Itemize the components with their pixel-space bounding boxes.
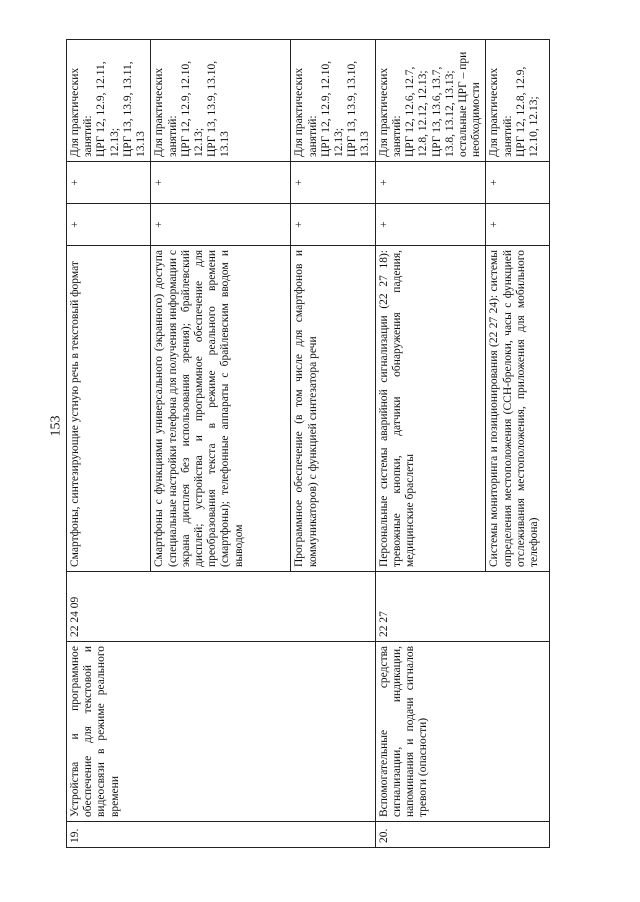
- rotated-table-inner: [66, 40, 541, 848]
- mark-a: +: [151, 204, 291, 246]
- note-line: ЦРГ 12, 12.9, 12.10, 12.13;: [319, 60, 345, 157]
- item-name: Вспомогательные средства сигнализации, индикации, напоминания и подачи сигналов тревоги (опасности): [375, 642, 550, 822]
- row-number: 19.: [67, 822, 376, 848]
- page-number: 153: [48, 415, 64, 437]
- mark-b: +: [67, 162, 151, 204]
- note-line: Для практических занятий:: [153, 67, 179, 157]
- note-line: Для практических занятий:: [488, 67, 514, 157]
- note-line: ЦРГ 13, 13.6, 13.7, 13.8, 13.12, 13.13;: [430, 66, 456, 157]
- sub-description: Персональные системы аварийной сигнализации (22 27 18): тревожные кнопки, датчики обнаружения падения, медицинские браслеты: [375, 246, 486, 572]
- note-line: Для практических занятий:: [377, 67, 403, 157]
- note-line: остальные ЦРГ – при необходимости: [456, 51, 483, 157]
- row-number: 20.: [375, 822, 550, 848]
- practice-note: [291, 40, 375, 162]
- practice-note: [375, 40, 486, 162]
- note-line: ЦРГ 13, 13.9, 13.11, 13.13: [121, 61, 148, 157]
- mark-b: +: [486, 162, 550, 204]
- note-line: ЦРГ 12, 12.9, 12.10, 12.13;: [179, 60, 205, 157]
- equipment-table: [66, 39, 550, 848]
- item-code: 22 24 09: [67, 572, 376, 642]
- item-code: 22 27: [375, 572, 550, 642]
- sub-description: Смартфоны, синтезирующие устную речь в текстовый формат: [67, 246, 151, 572]
- mark-b: +: [151, 162, 291, 204]
- note-line: ЦРГ 12, 12.6, 12.7, 12.8, 12.12, 12.13;: [404, 66, 430, 157]
- practice-note: [151, 40, 291, 162]
- mark-a: +: [291, 204, 375, 246]
- note-line: ЦРГ 12, 12.8, 12.9, 12.10, 12.13;: [514, 66, 541, 157]
- practice-note: [486, 40, 550, 162]
- item-name: Устройства и программное обеспечение для текстовой и видеосвязи в режиме реального времени: [67, 642, 376, 822]
- practice-note: [67, 40, 151, 162]
- mark-a: +: [486, 204, 550, 246]
- mark-a: +: [67, 204, 151, 246]
- mark-a: +: [375, 204, 486, 246]
- mark-b: +: [375, 162, 486, 204]
- mark-b: +: [291, 162, 375, 204]
- sub-description: Системы мониторинга и позиционирования (22 27 24): системы определения местоположения (ССН-брелоки, часы с функцией отслеживания местоположения, приложения для мобильного телефона): [486, 246, 550, 572]
- note-line: ЦРГ 12, 12.9, 12.11, 12.13;: [95, 61, 121, 157]
- sub-description: Программное обеспечение (в том числе для смартфонов и коммуникаторов) с функцией синтезатора речи: [291, 246, 375, 572]
- note-line: ЦРГ 13, 13.9, 13.10, 13.13: [206, 60, 232, 157]
- note-line: Для практических занятий:: [69, 67, 95, 157]
- rotated-table-area: [66, 40, 541, 848]
- note-line: Для практических занятий:: [293, 67, 319, 157]
- table-row: [67, 40, 151, 848]
- note-line: ЦРГ 13, 13.9, 13.10, 13.13: [346, 60, 372, 157]
- sub-description: Смартфоны с функциями универсального (экранного) доступа (специальные настройки телефона для получения информации с экрана дисплея без использования зрения); брайлевский дисплей; устройства и программное обеспечение для преобразования текста в режиме реального времени (смартфоны); телефонные аппараты с брайлевским вводом и выводом: [151, 246, 291, 572]
- table-row: [375, 40, 486, 848]
